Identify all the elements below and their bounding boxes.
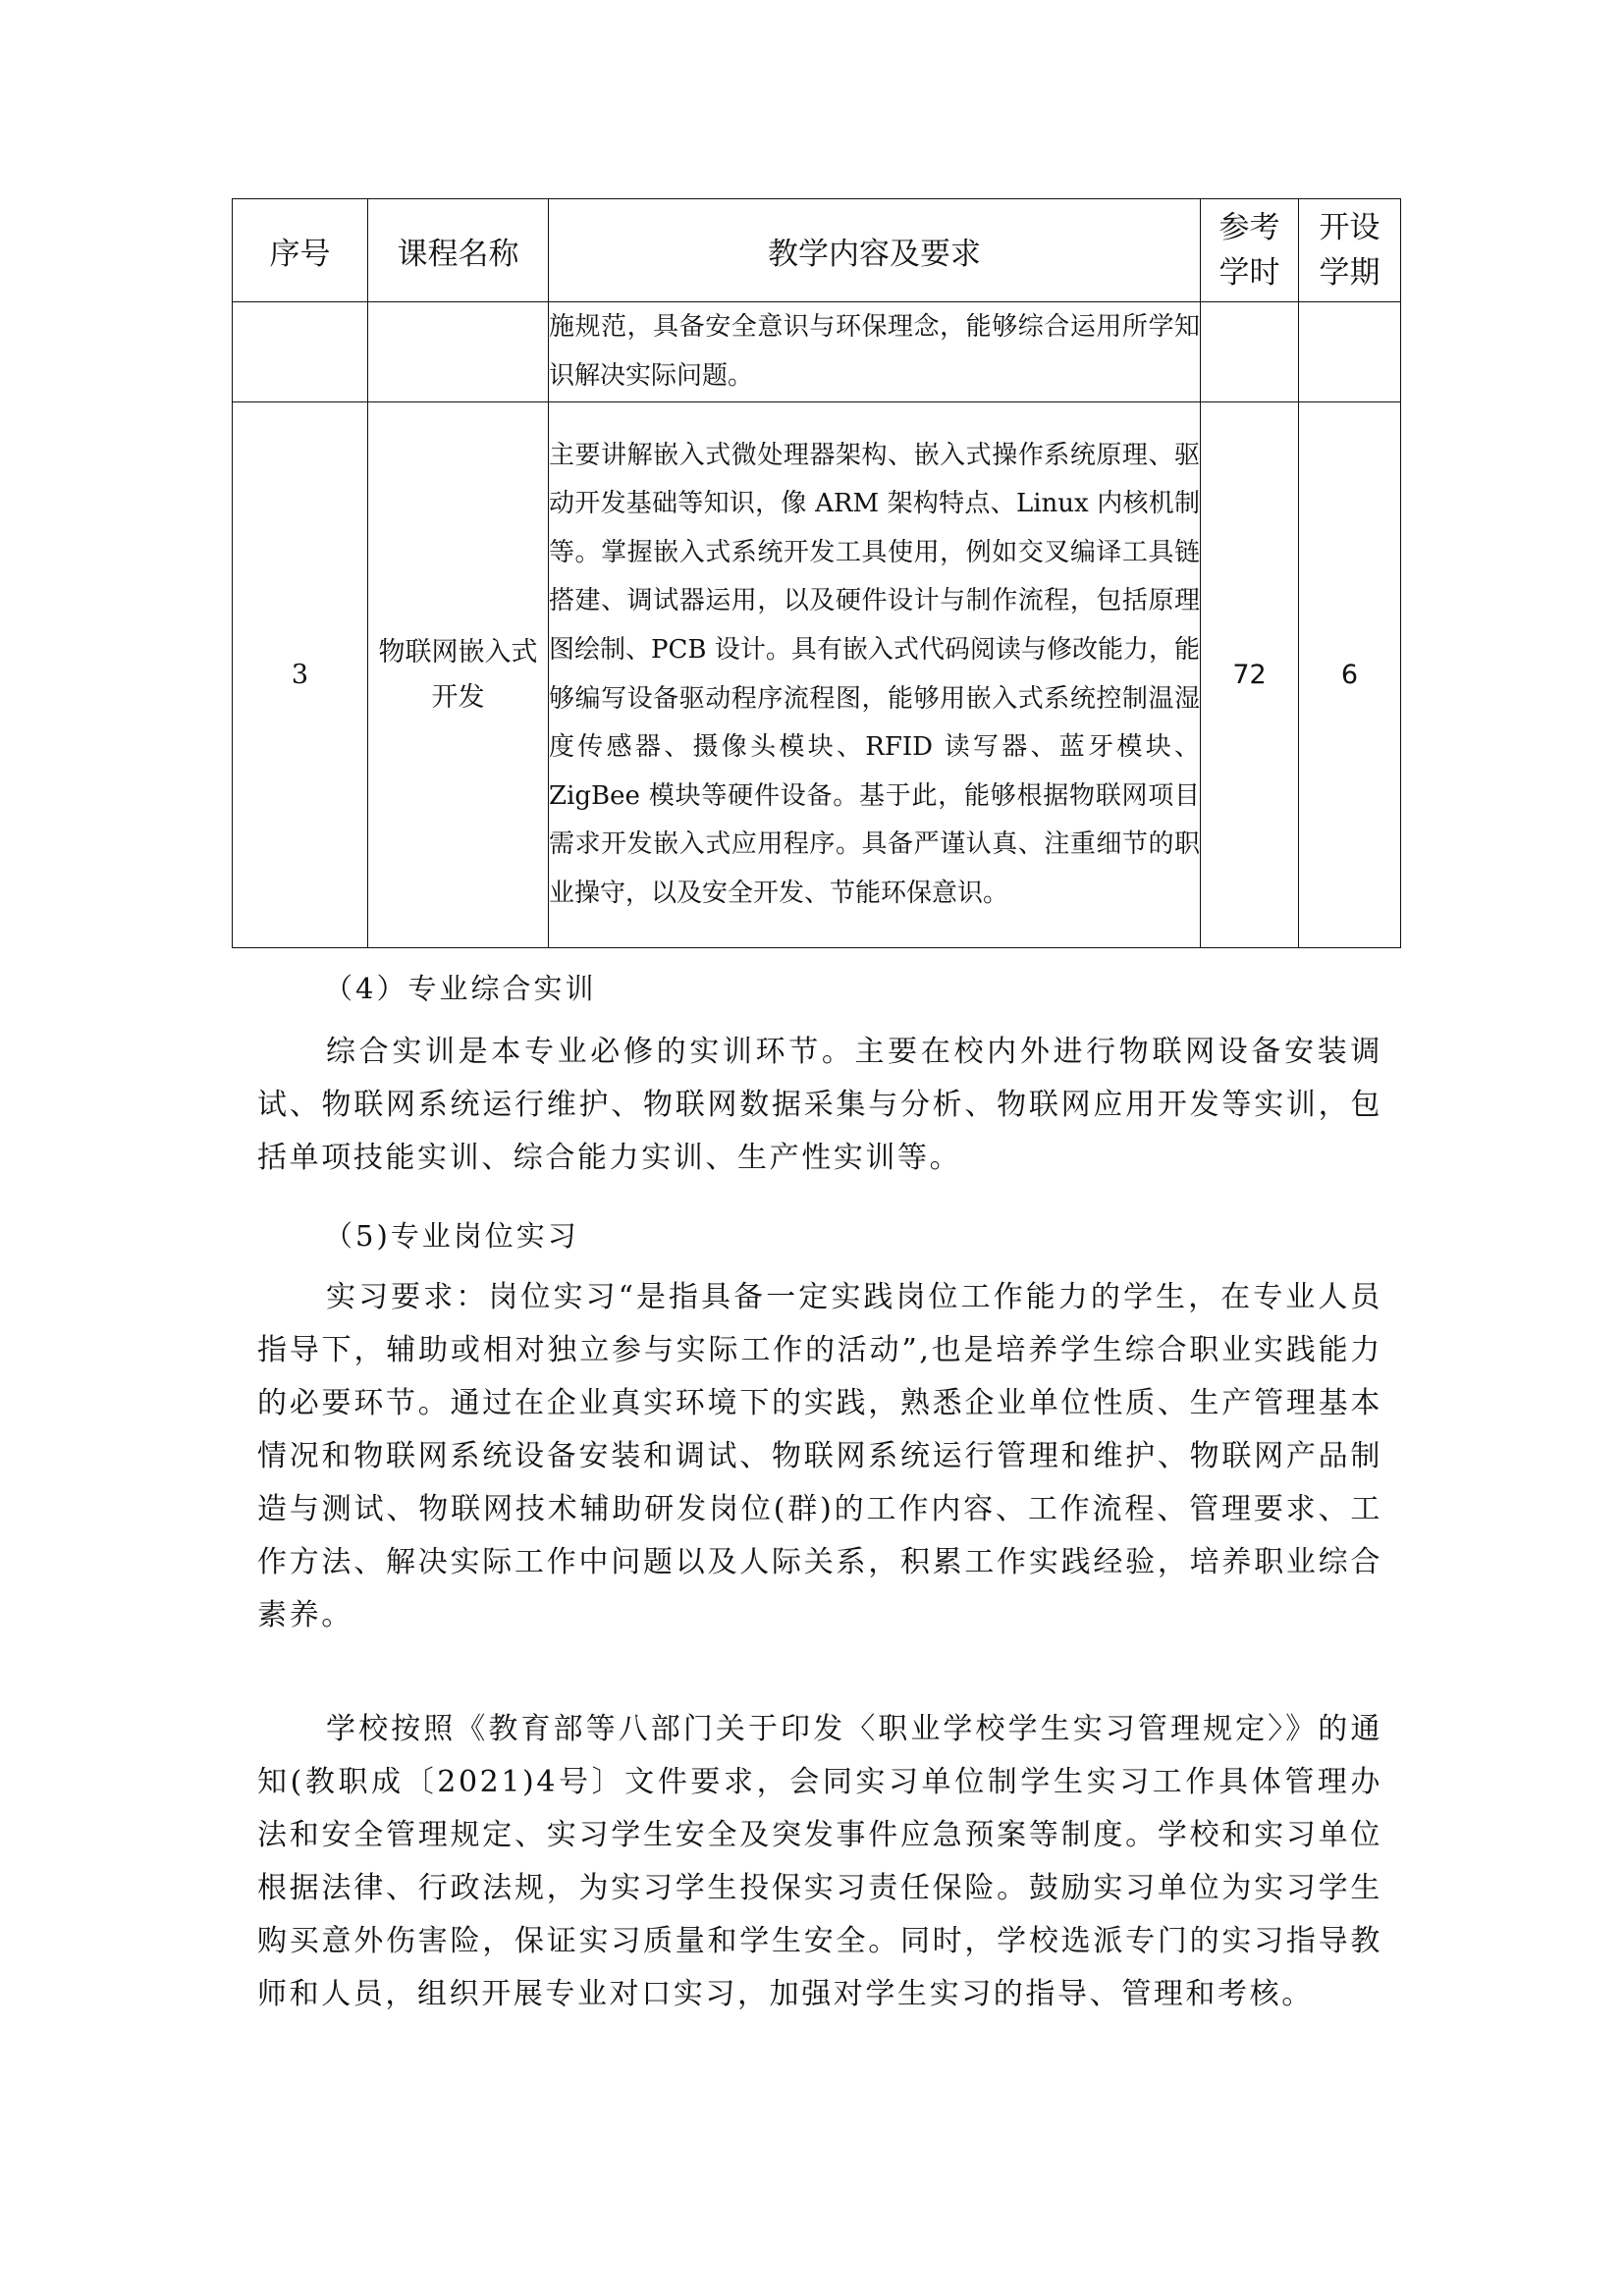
header-semester-text: 开设 学期 [1319,210,1380,291]
section-5-paragraph-2: 学校按照《教育部等八部门关于印发〈职业学校学生实习管理规定〉》的通知(教职成〔2021)4号〕文件要求，会同实习单位制学生实习工作具体管理办法和安全管理规定、实习学生安全及突发事件应急预案等制度。学校和实习单位根据法律、行政法规，为实习学生投保实习责任保险。鼓励实习单位为实习学生购买意外伤害险，保证实习质量和学生安全。同时，学校选派专门的实习指导教师和人员，组织开展专业对口实习，加强对学生实习的指导、管理和考核。 [257,1712,1382,2011]
header-semester [1299,199,1401,302]
cell-index [233,302,368,402]
cell-hours [1201,302,1299,402]
cell-content: 主要讲解嵌入式微处理器架构、嵌入式操作系统原理、驱动开发基础等知识，像 ARM 架构特点、Linux 内核机制等。掌握嵌入式系统开发工具使用，例如交叉编译工具链搭建、调试器运用，以及硬件设计与制作流程，包括原理图绘制、PCB 设计。具有嵌入式代码阅读与修改能力，能够编写设备驱动程序流程图，能够用嵌入式系统控制温湿度传感器、摄像头模块、RFID 读写器、蓝牙模块、ZigBee 模块等硬件设备。基于此，能够根据物联网项目需求开发嵌入式应用程序。具备严谨认真、注重细节的职业操守，以及安全开发、节能环保意识。 [549,402,1201,948]
section-4-heading: （4）专业综合实训 [324,972,597,1005]
section-5-heading: （5)专业岗位实习 [324,1219,579,1253]
table-row [233,402,1401,948]
cell-index: 3 [233,402,368,948]
section-4-paragraph: 综合实训是本专业必修的实训环节。主要在校内外进行物联网设备安装调试、物联网系统运行维护、物联网数据采集与分析、物联网应用开发等实训，包括单项技能实训、综合能力实训、生产性实训等。 [257,1035,1382,1175]
cell-semester [1299,302,1401,402]
header-content: 教学内容及要求 [549,199,1201,302]
cell-content: 施规范，具备安全意识与环保理念，能够综合运用所学知识解决实际问题。 [549,302,1201,402]
header-hours [1201,199,1299,302]
table-header-row [233,199,1401,302]
cell-hours: 72 [1201,402,1299,948]
cell-course-name [368,302,549,402]
table-row [233,302,1401,402]
cell-semester: 6 [1299,402,1401,948]
cell-course-name: 物联网嵌入式开发 [368,402,549,948]
header-hours-text: 参考 学时 [1218,210,1280,291]
header-index: 序号 [233,199,368,302]
curriculum-table [232,198,1401,948]
section-5-paragraph-1: 实习要求：岗位实习“是指具备一定实践岗位工作能力的学生，在专业人员指导下，辅助或相对独立参与实际工作的活动”,也是培养学生综合职业实践能力的必要环节。通过在企业真实环境下的实践，熟悉企业单位性质、生产管理基本情况和物联网系统设备安装和调试、物联网系统运行管理和维护、物联网产品制造与测试、物联网技术辅助研发岗位(群)的工作内容、工作流程、管理要求、工作方法、解决实际工作中问题以及人际关系，积累工作实践经验，培养职业综合素养。 [257,1280,1382,1632]
header-course-name: 课程名称 [368,199,549,302]
